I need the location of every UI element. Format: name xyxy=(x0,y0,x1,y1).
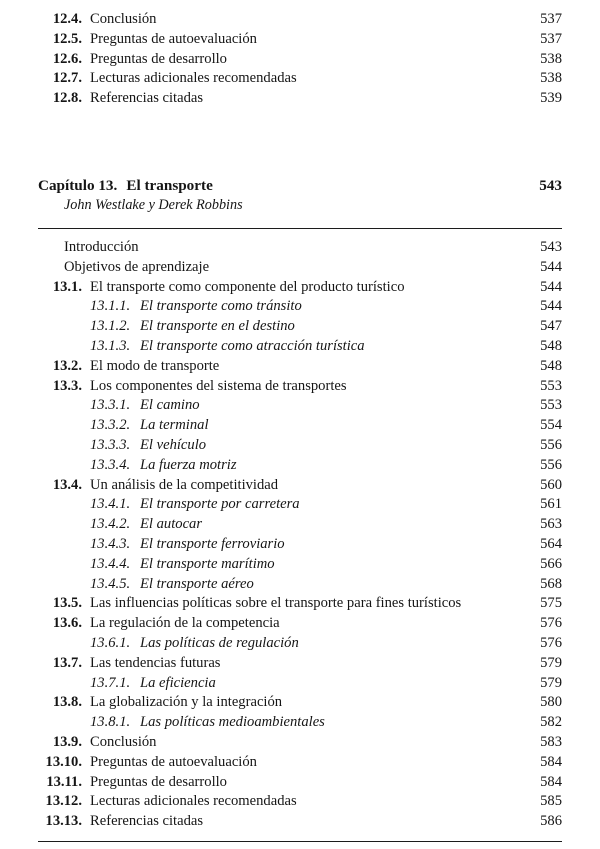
toc-entry-page: 556 xyxy=(540,436,562,453)
toc-entry-title: Lecturas adicionales recomendadas xyxy=(90,793,297,810)
toc-entry-page: 579 xyxy=(540,654,562,671)
toc-entry xyxy=(38,30,562,50)
toc-entry-number: 13.6. xyxy=(52,615,82,632)
toc-entry-page: 576 xyxy=(540,634,562,651)
toc-entry-title: Preguntas de autoevaluación xyxy=(90,30,257,47)
toc-entry-number: 13.1.3. xyxy=(90,337,131,354)
toc-entry-title: Conclusión xyxy=(90,733,157,750)
toc-entry-page: 544 xyxy=(540,278,562,295)
toc-entry-number: 13.3.1. xyxy=(90,397,131,414)
toc-entry-page: 564 xyxy=(540,535,562,552)
toc-entry-number: 13.3.3. xyxy=(90,436,131,453)
toc-entry-number: 12.5. xyxy=(52,30,82,47)
chapter-title-row xyxy=(38,175,562,196)
bottom-rule xyxy=(38,841,562,842)
toc-entry-title: El transporte por carretera xyxy=(140,496,300,513)
toc-entry-title: Los componentes del sistema de transportes xyxy=(90,377,347,394)
chapter-entries xyxy=(38,238,562,832)
chapter-title: El transporte xyxy=(126,176,213,194)
toc-entry xyxy=(38,753,562,773)
toc-entry xyxy=(38,614,562,634)
toc-entry-title: Introducción xyxy=(64,238,139,255)
toc-entry xyxy=(38,476,562,496)
toc-entry-number: 13.3.2. xyxy=(90,417,131,434)
toc-entry-title: El transporte en el destino xyxy=(140,318,295,335)
toc-entry-title: La globalización y la integración xyxy=(90,694,283,711)
toc-entry-title: Objetivos de aprendizaje xyxy=(64,258,210,275)
toc-entry-title: Conclusión xyxy=(90,11,157,27)
toc-entry-title: Las tendencias futuras xyxy=(90,654,221,671)
toc-entry xyxy=(38,238,562,258)
toc-entry-title: El modo de transporte xyxy=(90,357,220,374)
toc-entry-number: 13.5. xyxy=(52,595,82,612)
toc-entry-title: Las políticas medioambientales xyxy=(140,714,325,731)
toc-entry-page: 582 xyxy=(540,714,562,731)
toc-entry-page: 561 xyxy=(540,496,562,513)
toc-entry-title: El transporte como componente del producto turístico xyxy=(90,278,405,295)
toc-entry-page: 537 xyxy=(540,11,562,27)
toc-entry-number: 12.6. xyxy=(52,50,82,67)
toc-entry xyxy=(38,792,562,812)
toc-entry xyxy=(38,297,562,317)
toc-entry xyxy=(38,89,562,109)
toc-entry xyxy=(38,634,562,654)
toc-entry-page: 579 xyxy=(540,674,562,691)
toc-entry-number: 13.1. xyxy=(52,278,82,295)
toc-entry xyxy=(38,654,562,674)
toc-entry-title: La terminal xyxy=(140,417,209,434)
toc-entry xyxy=(38,10,562,30)
toc-entry-page: 539 xyxy=(540,90,562,107)
toc-entry-page: 584 xyxy=(540,773,562,790)
toc-entry-number: 13.4.5. xyxy=(90,575,131,592)
toc-entry-page: 566 xyxy=(540,555,562,572)
toc-entry-title: El transporte aéreo xyxy=(140,575,254,592)
toc-entry-page: 544 xyxy=(540,298,562,315)
toc-entry xyxy=(38,575,562,595)
toc-entry xyxy=(38,594,562,614)
toc-entry-title: El vehículo xyxy=(140,436,207,453)
toc-entry-page: 584 xyxy=(540,753,562,770)
toc-entry-title: Referencias citadas xyxy=(90,813,204,830)
toc-entry-page: 560 xyxy=(540,476,562,493)
chapter-heading xyxy=(38,175,562,215)
toc-entry-number: 13.9. xyxy=(52,733,82,750)
section-gap xyxy=(38,109,562,175)
toc-entry xyxy=(38,535,562,555)
toc-entry-number: 13.11. xyxy=(46,773,82,790)
toc-entry-page: 575 xyxy=(540,595,562,612)
toc-entry-number: 13.1.1. xyxy=(90,298,131,315)
toc-entry-title: Las políticas de regulación xyxy=(140,634,299,651)
toc-entry-title: Lecturas adicionales recomendadas xyxy=(90,70,297,87)
toc-entry-title: El camino xyxy=(140,397,200,414)
toc-entry xyxy=(38,495,562,515)
toc-entry-number: 13.8. xyxy=(52,694,82,711)
toc-entry-number: 13.6.1. xyxy=(90,634,131,651)
toc-entry-title: El autocar xyxy=(140,516,203,533)
toc-entry-number: 13.10. xyxy=(45,753,82,770)
toc-entry-page: 563 xyxy=(540,516,562,533)
toc-entry xyxy=(38,357,562,377)
toc-entry-title: Preguntas de desarrollo xyxy=(90,773,227,790)
toc-entry xyxy=(38,50,562,70)
toc-entry xyxy=(38,456,562,476)
toc-entry-title: Un análisis de la competitividad xyxy=(90,476,279,493)
toc-entry-number: 12.4. xyxy=(52,11,82,27)
toc-entry-page: 586 xyxy=(540,813,562,830)
toc-entry-title: Preguntas de desarrollo xyxy=(90,50,227,67)
toc-entry-title: Preguntas de autoevaluación xyxy=(90,753,257,770)
prev-chapter-entries xyxy=(38,10,562,109)
toc-entry-page: 585 xyxy=(540,793,562,810)
toc-entry-title: La regulación de la competencia xyxy=(90,615,280,632)
toc-entry-number: 13.4.2. xyxy=(90,516,131,533)
toc-entry-number: 13.12. xyxy=(45,793,82,810)
toc-entry xyxy=(38,317,562,337)
toc-entry-title: El transporte marítimo xyxy=(140,555,275,572)
toc-entry xyxy=(38,693,562,713)
toc-entry-number: 13.1.2. xyxy=(90,318,131,335)
toc-entry-number: 13.4. xyxy=(52,476,82,493)
toc-entry-page: 553 xyxy=(540,377,562,394)
toc-entry xyxy=(38,377,562,397)
toc-entry xyxy=(38,69,562,89)
toc-entry xyxy=(38,436,562,456)
toc-entry-page: 543 xyxy=(540,238,562,255)
toc-entry xyxy=(38,773,562,793)
toc-entry xyxy=(38,674,562,694)
toc-entry-number: 13.4.3. xyxy=(90,535,131,552)
toc-entry-number: 13.4.4. xyxy=(90,555,131,572)
toc-entry-number: 12.7. xyxy=(52,70,82,87)
toc-entry xyxy=(38,515,562,535)
chapter-authors: John Westlake y Derek Robbins xyxy=(64,196,243,213)
toc-entry xyxy=(38,555,562,575)
toc-entry-number: 12.8. xyxy=(52,90,82,107)
toc-entry-page: 544 xyxy=(540,258,562,275)
toc-entry-title: Referencias citadas xyxy=(90,90,204,107)
toc-entry-title: El transporte como tránsito xyxy=(140,298,302,315)
toc-entry-title: La fuerza motriz xyxy=(140,456,237,473)
toc-entry xyxy=(38,733,562,753)
toc-entry-page: 548 xyxy=(540,357,562,374)
toc-entry xyxy=(38,258,562,278)
toc-entry xyxy=(38,812,562,832)
toc-entry xyxy=(38,416,562,436)
toc-entry-title: Las influencias políticas sobre el transporte para fines turísticos xyxy=(90,595,462,612)
toc-entry-page: 556 xyxy=(540,456,562,473)
toc-entry-page: 538 xyxy=(540,70,562,87)
toc-entry xyxy=(38,337,562,357)
toc-entry-page: 583 xyxy=(540,733,562,750)
toc-entry-page: 553 xyxy=(540,397,562,414)
toc-entry-number: 13.2. xyxy=(52,357,82,374)
toc-entry-page: 580 xyxy=(540,694,562,711)
toc-entry-number: 13.3. xyxy=(52,377,82,394)
toc-entry-number: 13.4.1. xyxy=(90,496,131,513)
toc-entry-number: 13.3.4. xyxy=(90,456,131,473)
toc-entry-number: 13.7. xyxy=(52,654,82,671)
toc-entry-page: 576 xyxy=(540,615,562,632)
chapter-page-number: 543 xyxy=(539,176,562,194)
toc-entry xyxy=(38,278,562,298)
toc-entry-number: 13.8.1. xyxy=(90,714,131,731)
chapter-number-label: Capítulo 13. xyxy=(38,176,118,194)
toc-entry-number: 13.13. xyxy=(45,813,82,830)
toc-entry-title: La eficiencia xyxy=(140,674,216,691)
toc-entry xyxy=(38,396,562,416)
toc-entry-page: 568 xyxy=(540,575,562,592)
toc-entry-title: El transporte ferroviario xyxy=(140,535,285,552)
toc-entry-title: El transporte como atracción turística xyxy=(140,337,365,354)
toc-entry-page: 554 xyxy=(540,417,562,434)
toc-entry-page: 537 xyxy=(540,30,562,47)
toc-entry-page: 547 xyxy=(540,318,562,335)
toc-entry-number: 13.7.1. xyxy=(90,674,131,691)
heading-rule xyxy=(38,228,562,229)
toc-entry-page: 548 xyxy=(540,337,562,354)
toc-entry-page: 538 xyxy=(540,50,562,67)
toc-entry xyxy=(38,713,562,733)
